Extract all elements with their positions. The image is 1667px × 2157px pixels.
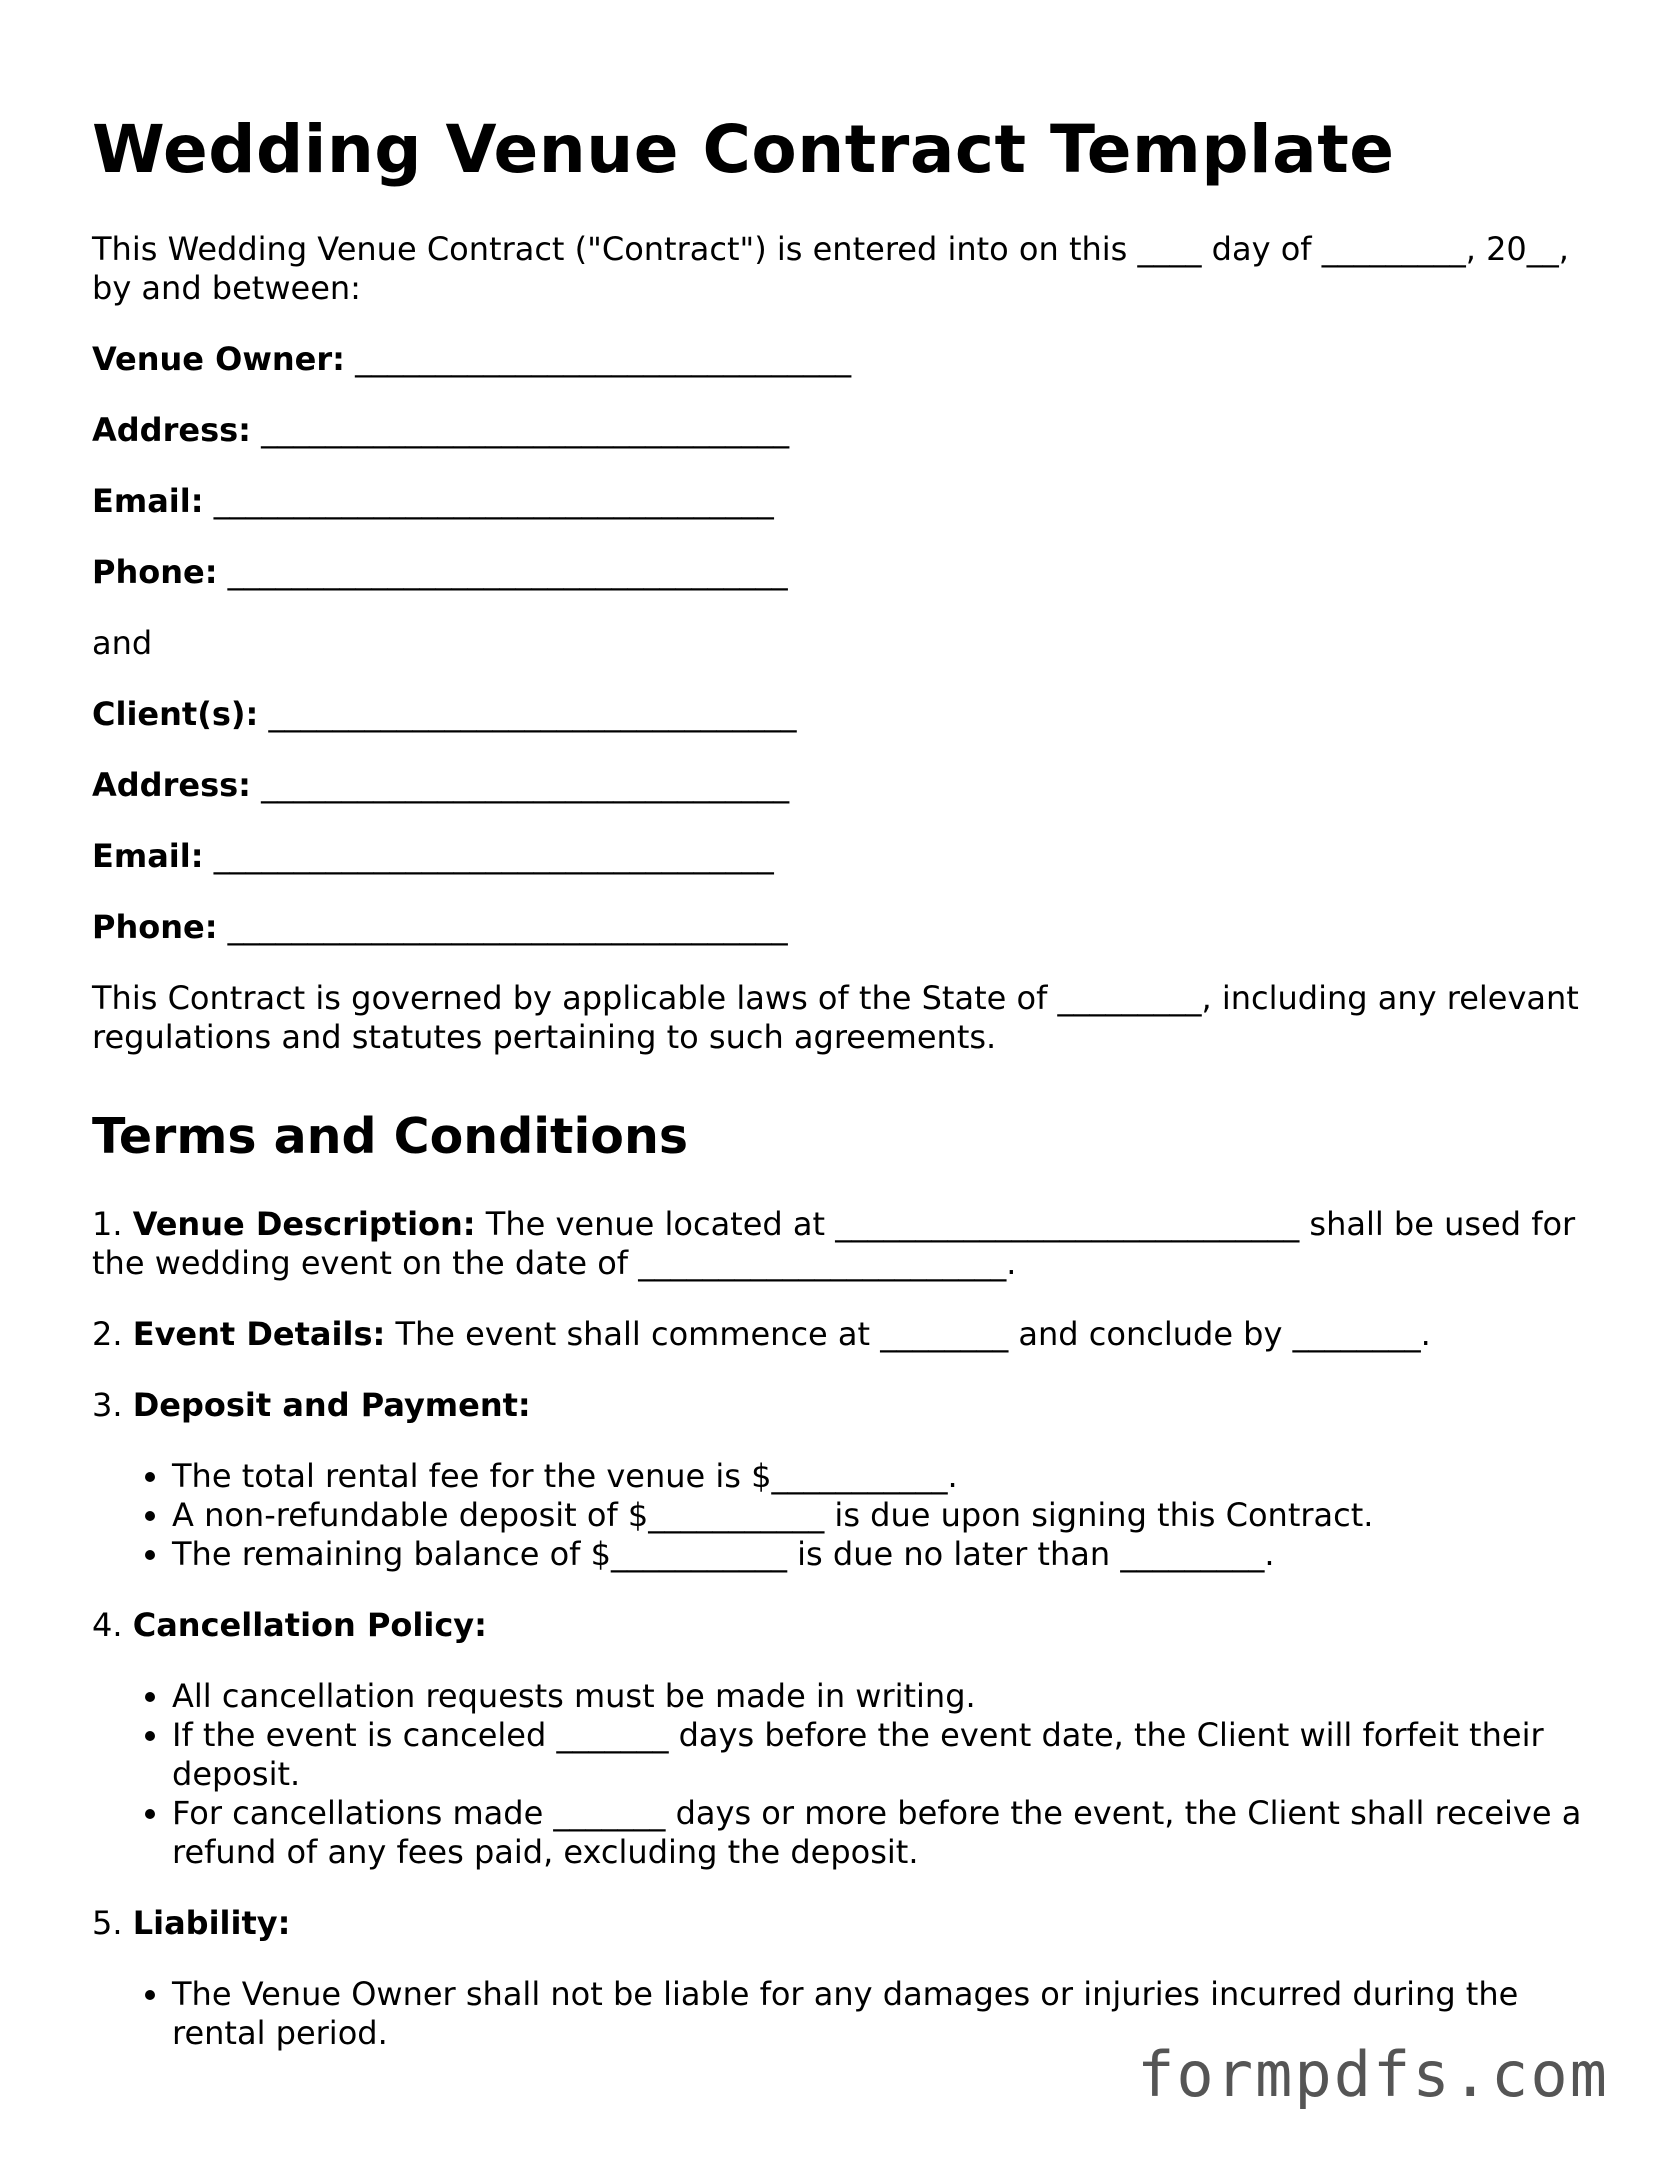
owner-address-field — [92, 411, 1592, 450]
term-label: Event Details: — [132, 1315, 386, 1354]
term-label: Liability: — [132, 1904, 291, 1943]
client-address-field — [92, 766, 1592, 805]
list-item: • The total rental fee for the venue is $___________. — [172, 1457, 1592, 1496]
client-email-field — [92, 837, 1592, 876]
term-liability — [92, 1904, 1592, 1943]
blank-line: _______________________________ — [355, 339, 852, 378]
field-label: Email: — [92, 836, 204, 875]
governing-law-paragraph: This Contract is governed by applicable laws of the State of _________, including any relevant regulations and statutes pertaining to such agreements. — [92, 978, 1579, 1056]
term-cancellation-policy — [92, 1606, 1592, 1645]
intro-paragraph: This Wedding Venue Contract ("Contract") is entered into on this ____ day of _________, 20__, by and between: — [92, 229, 1569, 307]
cancellation-bullet-list — [92, 1677, 1592, 1872]
term-label: Venue Description: — [132, 1205, 476, 1244]
list-item: • A non-refundable deposit of $___________ is due upon signing this Contract. — [172, 1496, 1592, 1535]
field-label: Phone: — [92, 552, 218, 591]
field-label: Email: — [92, 481, 204, 520]
list-item: • The Venue Owner shall not be liable for any damages or injuries incurred during the rental period. — [172, 1975, 1592, 2053]
terms-heading: Terms and Conditions — [92, 1107, 688, 1165]
field-label: Address: — [92, 410, 251, 449]
blank-line: ___________________________________ — [213, 481, 774, 520]
blank-line: ___________________________________ — [227, 552, 788, 591]
document-page — [92, 112, 1592, 2085]
blank-line: ___________________________________ — [227, 907, 788, 946]
term-number: 3. — [92, 1386, 123, 1425]
watermark-logo: formpdfs.com — [1137, 2038, 1609, 2111]
term-label: Cancellation Policy: — [132, 1606, 487, 1645]
term-number: 5. — [92, 1904, 123, 1943]
list-item: • The remaining balance of $___________ is due no later than _________. — [172, 1535, 1592, 1574]
deposit-bullet-list — [92, 1457, 1592, 1574]
field-label: Venue Owner: — [92, 339, 345, 378]
term-number: 1. — [92, 1205, 123, 1244]
list-item: • If the event is canceled _______ days before the event date, the Client will forfeit their deposit. — [172, 1716, 1592, 1794]
blank-line: _________________________________ — [261, 765, 790, 804]
blank-line: ___________________________________ — [213, 836, 774, 875]
blank-line: _________________________________ — [261, 410, 790, 449]
term-text: The event shall commence at ________ and conclude by ________. — [395, 1315, 1431, 1354]
client-phone-field — [92, 908, 1592, 947]
list-item: • For cancellations made _______ days or more before the event, the Client shall receive a refund of any fees paid, excluding the deposit. — [172, 1794, 1592, 1872]
owner-name-field — [92, 340, 1592, 379]
owner-phone-field — [92, 553, 1592, 592]
and-separator: and — [92, 623, 153, 662]
term-event-details — [92, 1315, 1592, 1354]
field-label: Client(s): — [92, 694, 259, 733]
field-label: Phone: — [92, 907, 218, 946]
field-label: Address: — [92, 765, 251, 804]
term-venue-description — [92, 1205, 1592, 1283]
term-text: The venue located at _____________________________ shall be used for the wedding event on the date of _______________________. — [92, 1205, 1576, 1283]
term-deposit-payment — [92, 1386, 1592, 1425]
list-item: • All cancellation requests must be made in writing. — [172, 1677, 1592, 1716]
client-name-field — [92, 695, 1592, 734]
term-number: 2. — [92, 1315, 123, 1354]
document-title: Wedding Venue Contract Template — [92, 111, 1395, 188]
term-label: Deposit and Payment: — [132, 1386, 531, 1425]
owner-email-field — [92, 482, 1592, 521]
term-number: 4. — [92, 1606, 123, 1645]
blank-line: _________________________________ — [268, 694, 797, 733]
